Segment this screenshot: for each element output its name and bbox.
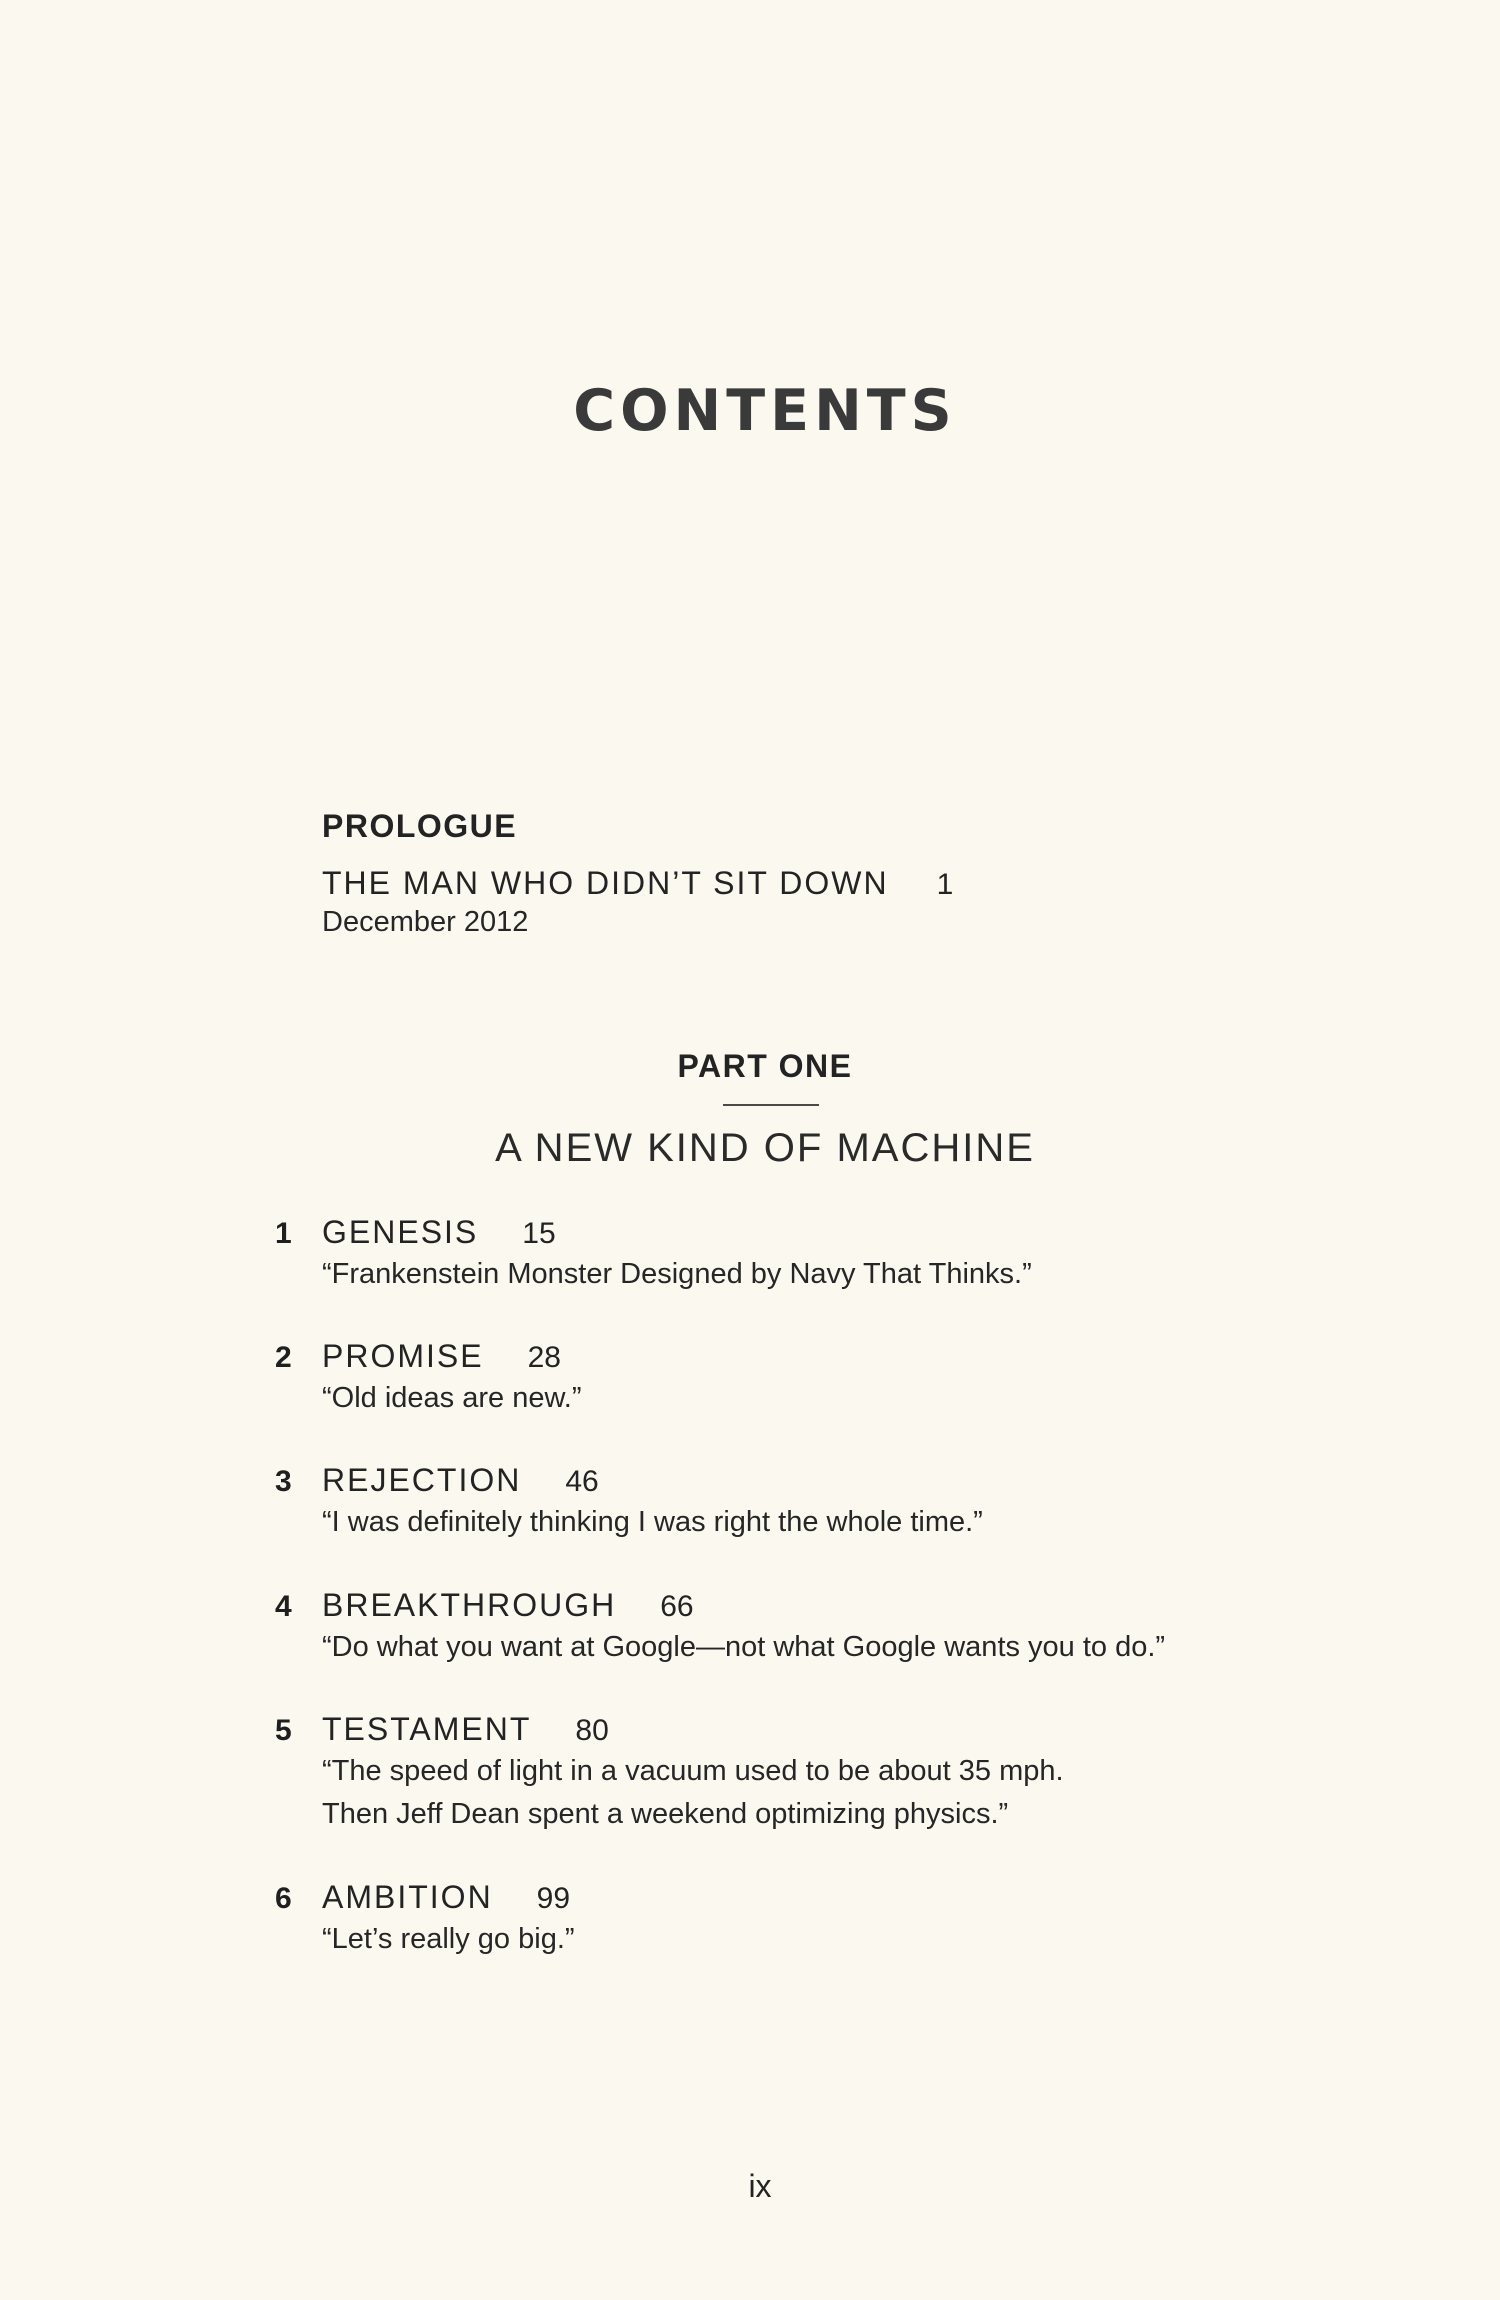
chapter-page-number: 15 [522,1217,556,1250]
chapter-page-number: 28 [527,1341,561,1374]
chapter-number: 6 [275,1882,292,1915]
chapter-title: AMBITION [322,1879,493,1915]
chapter-page-number: 80 [575,1714,609,1747]
chapter-number: 3 [275,1465,292,1498]
chapter-epigraph: “I was definitely thinking I was right the whole time.” [322,1506,983,1538]
chapter-number: 5 [275,1714,292,1747]
chapter-title: GENESIS [322,1214,479,1250]
page-title: CONTENTS [573,378,957,444]
prologue-page-number: 1 [936,868,954,901]
part-divider [723,1104,819,1106]
chapter-entry [275,1462,983,1544]
chapter-number: 2 [275,1341,292,1374]
chapter-number: 4 [275,1590,292,1623]
chapter-title: REJECTION [322,1462,522,1498]
chapter-page-number: 46 [565,1465,599,1498]
chapter-epigraph: “Frankenstein Monster Designed by Navy That Thinks.” [322,1258,1032,1290]
chapter-page-number: 99 [536,1882,571,1915]
chapter-entry [275,1338,582,1420]
chapter-number: 1 [275,1217,292,1250]
prologue-entry [322,808,953,939]
part-label: PART ONE [677,1048,853,1084]
prologue-subtitle: December 2012 [322,906,529,938]
chapter-page-number: 66 [660,1590,694,1623]
chapter-epigraph: “Do what you want at Google—not what Google wants you to do.” [322,1631,1166,1663]
chapter-entry [275,1879,575,1961]
chapter-title: BREAKTHROUGH [322,1587,617,1623]
prologue-label: PROLOGUE [322,808,518,844]
chapter-entry [275,1711,1064,1836]
chapter-epigraph: “Old ideas are new.” [322,1382,582,1414]
prologue-title-line [322,865,953,902]
prologue-title: THE MAN WHO DIDN’T SIT DOWN [322,865,889,901]
page-folio: ix [748,2168,772,2204]
chapter-entry [275,1587,1165,1669]
chapter-epigraph: “Let’s really go big.” [322,1923,575,1955]
chapter-epigraph: “The speed of light in a vacuum used to be about 35 mph. Then Jeff Dean spent a weekend optimizing physics.” [322,1755,1064,1830]
chapter-title: PROMISE [322,1338,484,1374]
part-title: A NEW KIND OF MACHINE [495,1126,1035,1170]
chapter-title: TESTAMENT [322,1711,532,1747]
chapter-entry [275,1214,1032,1296]
